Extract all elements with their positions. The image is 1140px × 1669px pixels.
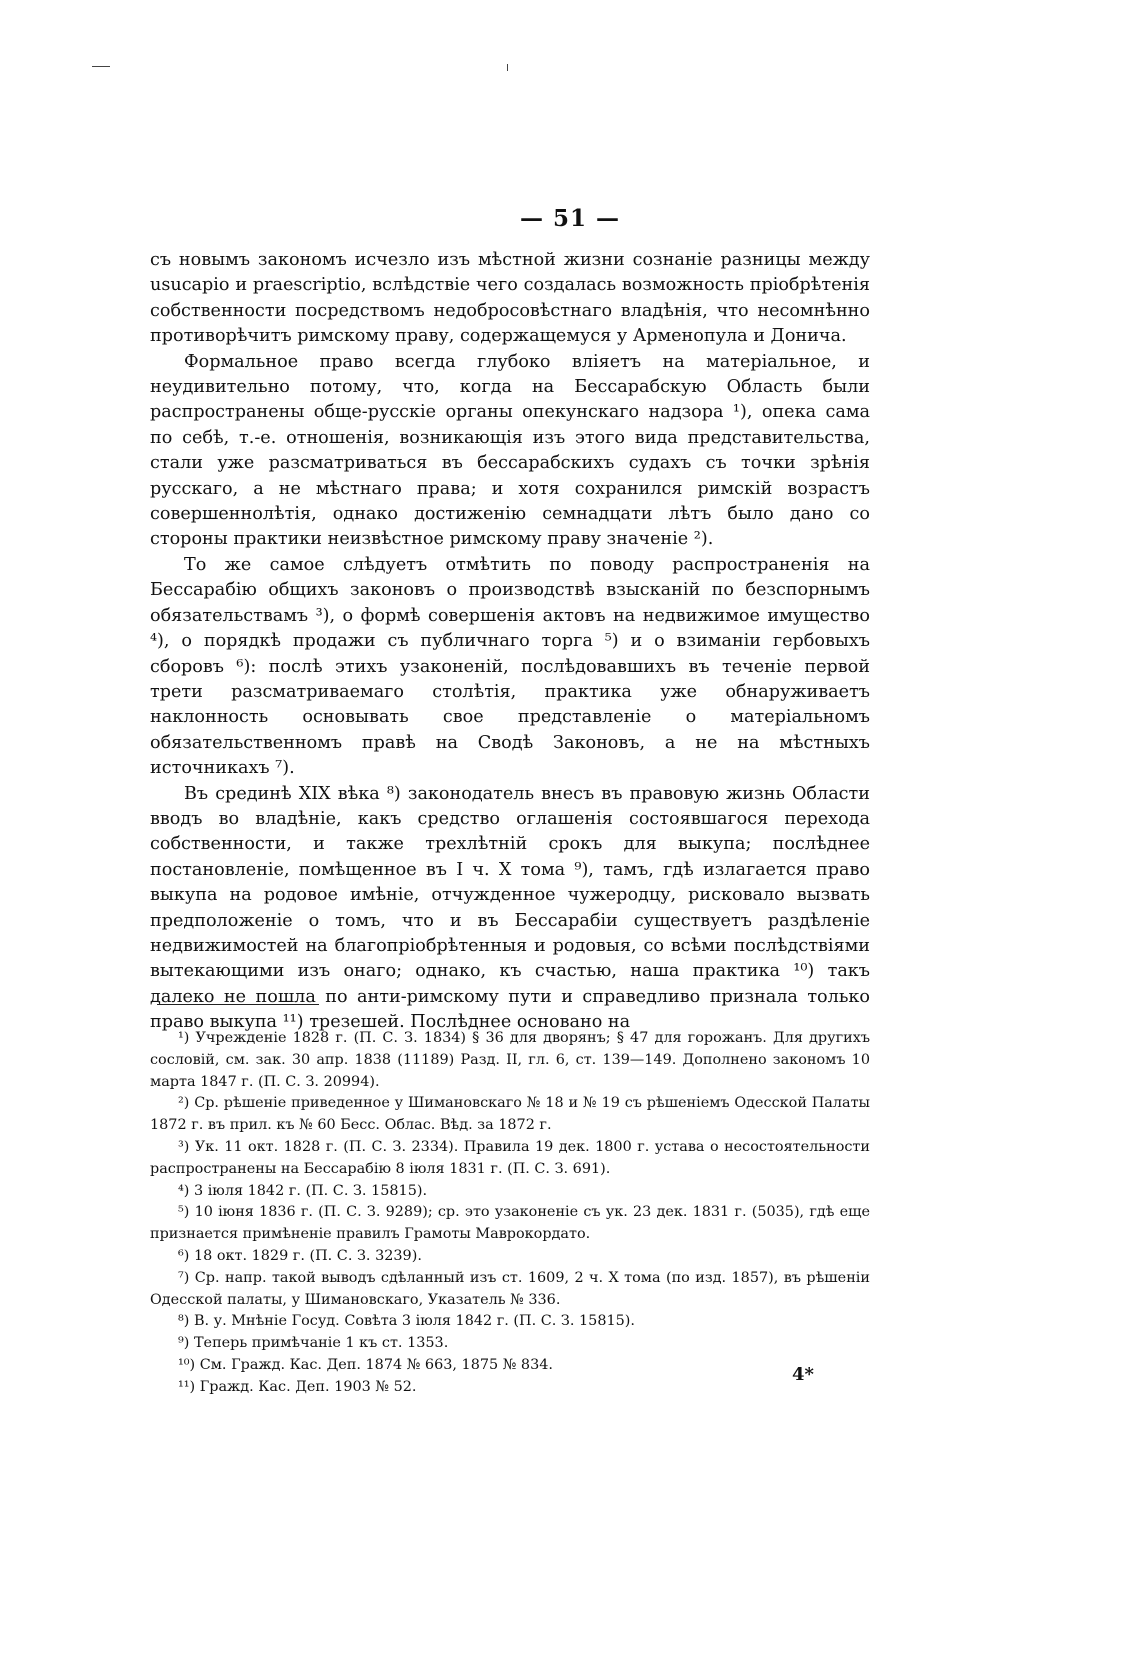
footnotes: [150, 1028, 870, 1399]
footnote: ⁶) 18 окт. 1829 г. (П. С. З. 3239).: [178, 1247, 422, 1264]
signature-mark: 4*: [792, 1364, 814, 1385]
paragraph: То же самое слѣдуетъ отмѣтить по поводу распространенія на Бессарабію общихъ законовъ о производствѣ взысканій по безспорнымъ обязательствамъ ³), о формѣ совершенія актовъ на недвижимое имущество ⁴), о порядкѣ продажи съ публичнаго торга ⁵) и о взиманіи гербовыхъ сборовъ ⁶): послѣ этихъ узаконеній, послѣдовавшихъ въ теченіе первой трети разсматриваемаго столѣтія, практика уже обнаруживаетъ наклонность основывать свое представленіе о матеріальномъ обязательственномъ правѣ на Сводѣ Законовъ, а не на мѣстныхъ источникахъ ⁷).: [150, 554, 870, 779]
footnote: ⁵) 10 іюня 1836 г. (П. С. З. 9289); ср. это узаконеніе съ ук. 23 дек. 1831 г. (5035), гдѣ еще признается примѣненіе правилъ Грамоты Маврокордато.: [150, 1204, 870, 1243]
scan-mark-top: [507, 64, 508, 71]
footnote: ⁸) В. у. Мнѣніе Госуд. Совѣта 3 іюля 1842 г. (П. С. З. 15815).: [178, 1313, 635, 1330]
footnote: ⁹) Теперь примѣчаніе 1 къ ст. 1353.: [178, 1335, 449, 1352]
footnote: ²) Ср. рѣшеніе приведенное у Шимановскаго № 18 и № 19 съ рѣшеніемъ Одесской Палаты 1872 г. въ прил. къ № 60 Бесс. Облас. Вѣд. за 1872 г.: [150, 1095, 870, 1134]
paragraph: Въ срединѣ XIX вѣка ⁸) законодатель внесъ въ правовую жизнь Области вводъ во владѣніе, какъ средство оглашенія состоявшагося перехода собственности, и также трехлѣтній срокъ для выкупа; послѣднее постановленіе, помѣщенное въ I ч. X тома ⁹), тамъ, гдѣ излагается право выкупа на родовое имѣніе, отчужденное чужеродцу, рисковало вызвать предположеніе о томъ, что и въ Бессарабіи существуетъ раздѣленіе недвижимостей на благопріобрѣтенныя и родовыя, со всѣми послѣдствіями вытекающими изъ онаго; однако, къ счастью, наша практика ¹⁰) такъ далеко не пошла по анти-римскому пути и справедливо признала только право выкупа ¹¹) трезешей. Послѣднее основано на: [150, 783, 870, 1033]
footnote-separator: [157, 1004, 319, 1005]
footnote: ¹) Учрежденіе 1828 г. (П. С. З. 1834) § 36 для дворянъ; § 47 для горожанъ. Для другихъ сословій, см. зак. 30 апр. 1838 (11189) Разд. II, гл. 6, ст. 139—149. Дополнено закономъ 10 марта 1847 г. (П. С. З. 20994).: [150, 1030, 870, 1090]
page-number: — 51 —: [519, 205, 621, 232]
footnote: ¹¹) Гражд. Кас. Деп. 1903 № 52.: [178, 1378, 417, 1395]
footnote: ¹⁰) См. Гражд. Кас. Деп. 1874 № 663, 1875 № 834.: [178, 1356, 553, 1373]
paragraph: Формальное право всегда глубоко вліяетъ на матеріальное, и неудивительно потому, что, когда на Бессарабскую Область были распространены обще-русскіе органы опекунскаго надзора ¹), опека сама по себѣ, т.-е. отношенія, возникающія изъ этого вида представительства, стали уже разсматриваться въ бессарабскихъ судахъ съ точки зрѣнія русскаго, а не мѣстнаго права; и хотя сохранился римскій возрастъ совершеннолѣтія, однако достиженію семнадцати лѣтъ было дано со стороны практики неизвѣстное римскому праву значеніе ²).: [150, 351, 870, 550]
paragraph: съ новымъ закономъ исчезло изъ мѣстной жизни сознаніе разницы между usucapio и praescriptio, вслѣдствіе чего создалась возможность пріобрѣтенія собственности посредствомъ недобросовѣстнаго владѣнія, что несомнѣнно противорѣчитъ римскому праву, содержащемуся у Арменопула и Донича.: [150, 250, 870, 347]
main-text: [150, 248, 870, 1036]
footnote: ³) Ук. 11 окт. 1828 г. (П. С. З. 2334). Правила 19 дек. 1800 г. устава о несостоятельности распространены на Бессарабію 8 іюля 1831 г. (П. С. З. 691).: [150, 1138, 870, 1177]
scan-mark-top-left: [92, 66, 110, 67]
footnote: ⁴) 3 іюля 1842 г. (П. С. З. 15815).: [178, 1182, 428, 1199]
footnote: ⁷) Ср. напр. такой выводъ сдѣланный изъ ст. 1609, 2 ч. X тома (по изд. 1857), въ рѣшеніи Одесской палаты, у Шимановскаго, Указатель № 336.: [150, 1269, 870, 1308]
